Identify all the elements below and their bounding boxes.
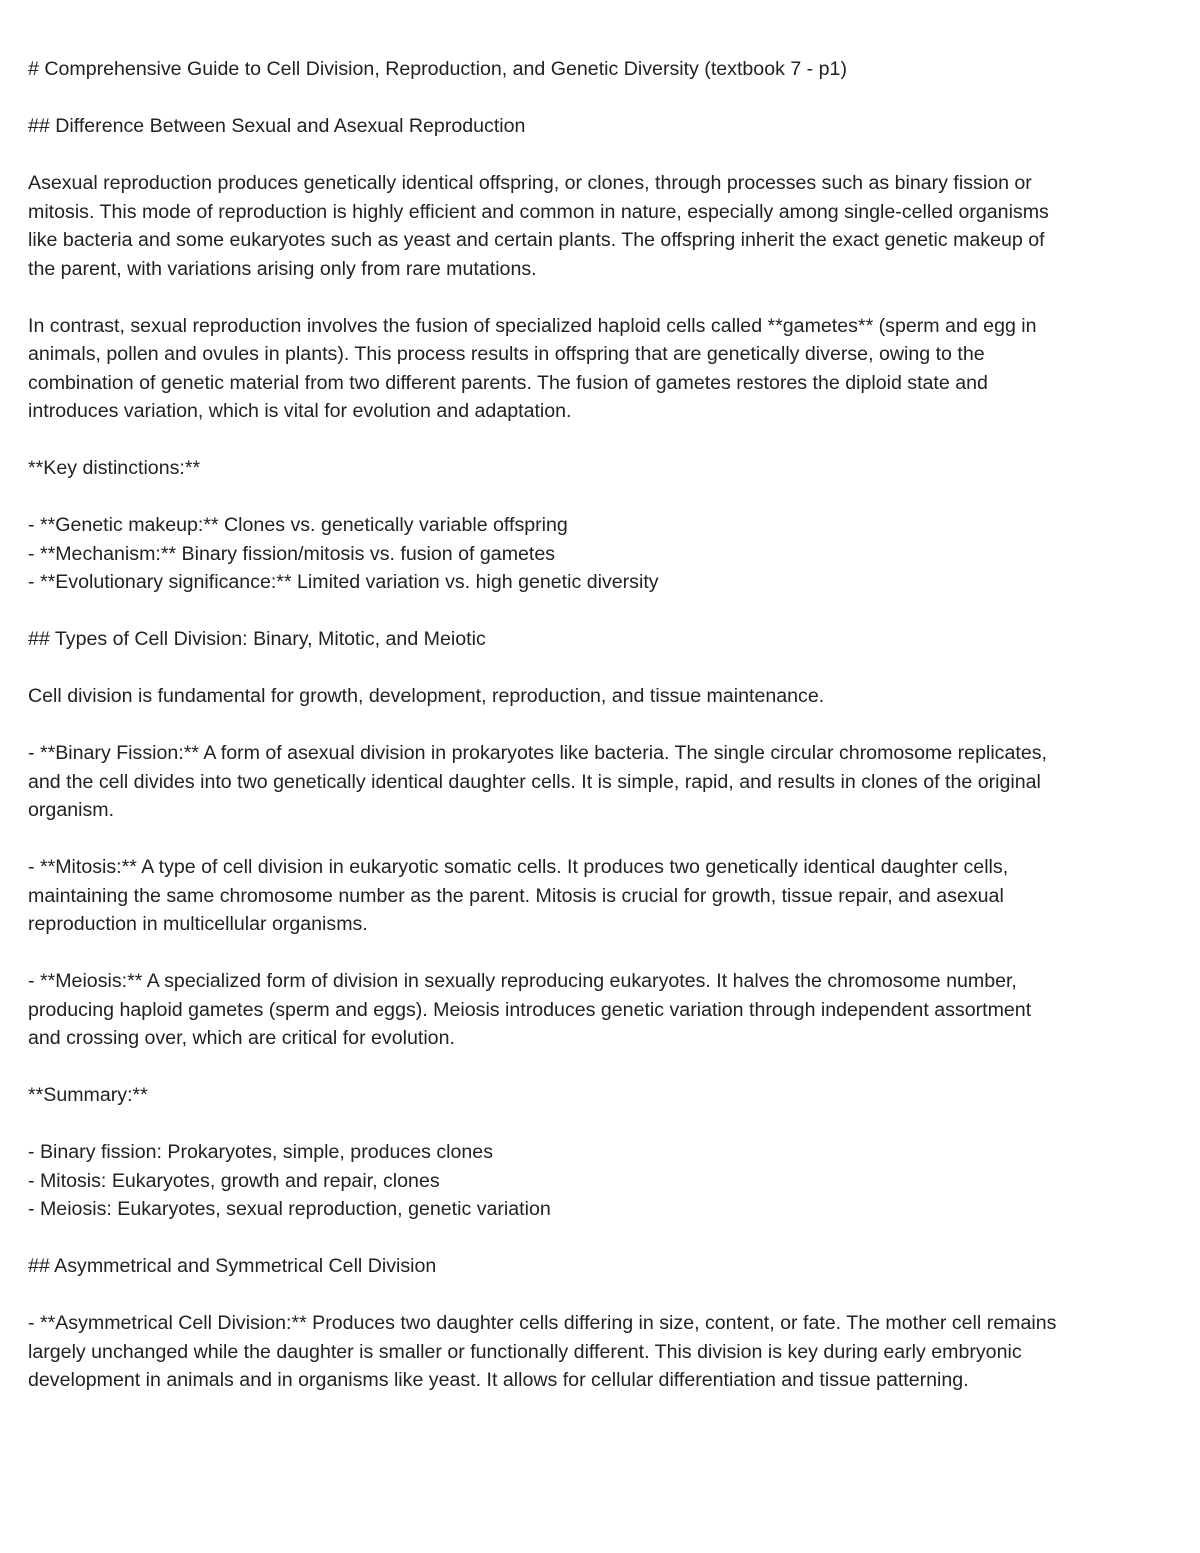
document-title: # Comprehensive Guide to Cell Division, Reproduction, and Genetic Diversity (textbook 7 - p1) <box>28 58 847 80</box>
paragraph-line: Asexual reproduction produces genetically identical offspring, or clones, through processes such as binary fission or <box>28 172 1032 194</box>
spacer <box>28 1224 1178 1253</box>
summary-label: **Summary:** <box>28 1084 148 1106</box>
paragraph-line: the parent, with variations arising only from rare mutations. <box>28 257 537 280</box>
spacer <box>28 597 1178 626</box>
list-item: - Mitosis: Eukaryotes, growth and repair, clones <box>28 1169 440 1192</box>
list-item: - **Mitosis:** A type of cell division in eukaryotic somatic cells. It produces two genetically identical daughter cells, <box>28 856 1009 878</box>
paragraph-line: and the cell divides into two genetically identical daughter cells. It is simple, rapid, and results in clones of the original <box>28 770 1041 793</box>
spacer <box>28 426 1178 455</box>
section-heading-reproduction: ## Difference Between Sexual and Asexual Reproduction <box>28 115 526 137</box>
document-page <box>28 55 1178 1395</box>
list-item: - **Evolutionary significance:** Limited variation vs. high genetic diversity <box>28 571 659 593</box>
list-item: - **Asymmetrical Cell Division:** Produces two daughter cells differing in size, content, or fate. The mother cell remains <box>28 1312 1057 1334</box>
paragraph-line: like bacteria and some eukaryotes such as yeast and certain plants. The offspring inherit the exact genetic makeup of <box>28 229 1045 251</box>
spacer <box>28 939 1178 968</box>
list-item: - **Meiosis:** A specialized form of division in sexually reproducing eukaryotes. It halves the chromosome number, <box>28 970 1017 992</box>
section-heading-asymmetry: ## Asymmetrical and Symmetrical Cell Division <box>28 1255 437 1277</box>
spacer <box>28 825 1178 854</box>
spacer <box>28 711 1178 740</box>
paragraph-line: Cell division is fundamental for growth, development, reproduction, and tissue maintenance. <box>28 685 825 707</box>
paragraph-line: organism. <box>28 799 115 821</box>
paragraph-line: reproduction in multicellular organisms. <box>28 913 368 935</box>
list-item: - Binary fission: Prokaryotes, simple, produces clones <box>28 1141 493 1163</box>
spacer <box>28 1110 1178 1139</box>
paragraph-line: animals, pollen and ovules in plants). This process results in offspring that are genetically diverse, owing to the <box>28 343 985 365</box>
paragraph-line: development in animals and in organisms like yeast. It allows for cellular differentiation and tissue patterning. <box>28 1369 969 1391</box>
key-distinctions-label: **Key distinctions:** <box>28 457 201 479</box>
paragraph-line: combination of genetic material from two different parents. The fusion of gametes restores the diploid state and <box>28 371 988 394</box>
spacer <box>28 141 1178 170</box>
section-heading-cell-division: ## Types of Cell Division: Binary, Mitotic, and Meiotic <box>28 628 486 650</box>
list-item: - **Genetic makeup:** Clones vs. genetically variable offspring <box>28 514 568 536</box>
list-item: - **Binary Fission:** A form of asexual division in prokaryotes like bacteria. The single circular chromosome replicates, <box>28 742 1047 764</box>
paragraph-line: producing haploid gametes (sperm and eggs). Meiosis introduces genetic variation through independent assortment <box>28 998 1032 1021</box>
list-item: - Meiosis: Eukaryotes, sexual reproduction, genetic variation <box>28 1198 551 1220</box>
spacer <box>28 1053 1178 1082</box>
paragraph-line: mitosis. This mode of reproduction is highly efficient and common in nature, especially among single-celled organisms <box>28 200 1049 223</box>
paragraph-line: In contrast, sexual reproduction involves the fusion of specialized haploid cells called **gametes** (sperm and egg in <box>28 314 1037 337</box>
paragraph-line: maintaining the same chromosome number as the parent. Mitosis is crucial for growth, tissue repair, and asexual <box>28 884 1004 907</box>
paragraph-line: introduces variation, which is vital for evolution and adaptation. <box>28 400 572 422</box>
paragraph-line: and crossing over, which are critical for evolution. <box>28 1027 455 1049</box>
list-item: - **Mechanism:** Binary fission/mitosis vs. fusion of gametes <box>28 542 556 565</box>
spacer <box>28 483 1178 512</box>
spacer <box>28 654 1178 683</box>
spacer <box>28 283 1178 312</box>
spacer <box>28 1281 1178 1310</box>
paragraph-line: largely unchanged while the daughter is smaller or functionally different. This division is key during early embryonic <box>28 1340 1022 1363</box>
spacer <box>28 84 1178 113</box>
